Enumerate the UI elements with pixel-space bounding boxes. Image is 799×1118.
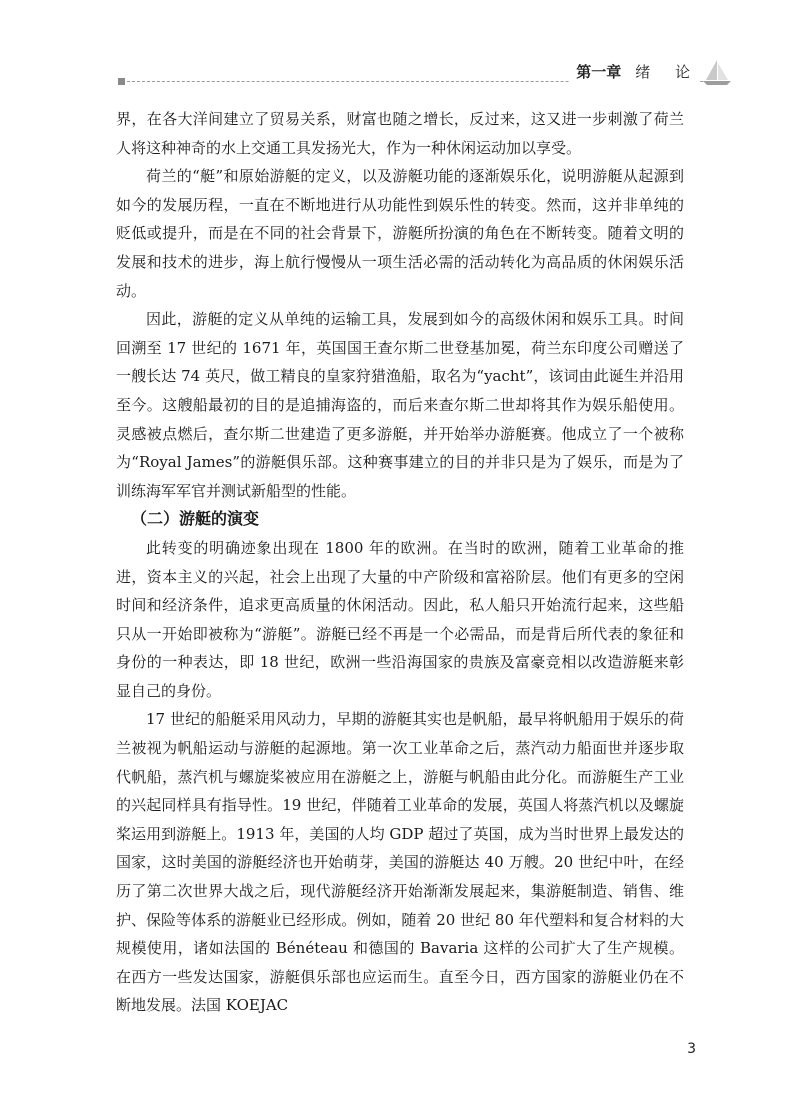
section-heading: （二）游艇的演变: [131, 509, 260, 529]
paragraph: 界，在各大洋间建立了贸易关系，财富也随之增长，反过来，这又进一步刺激了荷兰人将这种神奇的水上交通工具发扬光大，作为一种休闲运动加以享受。: [116, 110, 684, 157]
header-marker: [118, 78, 125, 85]
header-title: [570, 61, 700, 82]
sailboat-icon: [702, 58, 732, 86]
page-number: 3: [687, 1041, 696, 1057]
paragraph: 此转变的明确迹象出现在 1800 年的欧洲。在当时的欧洲，随着工业革命的推进，资本主义的兴起，社会上出现了大量的中产阶级和富裕阶层。他们有更多的空闲时间和经济条件，追求更高质量的休闲活动。因此，私人船只开始流行起来，这些船只从一开始即被称为“游艇”。游艇已经不再是一个必需品，而是背后所代表的象征和身份的一种表达，即 18 世纪，欧洲一些沿海国家的贵族及富豪竞相以改造游艇来彰显自己的身份。: [116, 538, 684, 700]
paragraph: 17 世纪的船艇采用风动力，早期的游艇其实也是帆船，最早将帆船用于娱乐的荷兰被视为帆船运动与游艇的起源地。第一次工业革命之后，蒸汽动力船面世并逐步取代帆船，蒸汽机与螺旋桨被应用在游艇之上，游艇与帆船由此分化。而游艇生产工业的兴起同样具有指导性。19 世纪，伴随着工业革命的发展，英国人将蒸汽机以及螺旋桨运用到游艇上。1913 年，美国的人均 GDP 超过了英国，成为当时世界上最发达的国家，这时美国的游艇经济也开始萌芽，美国的游艇达 40 万艘。20 世纪中叶，在经历了第二次世界大战之后，现代游艇经济开始渐渐发展起来，集游艇制造、销售、维护、保险等体系的游艇业已经形成。例如，随着 20 世纪 80 年代塑料和复合材料的大规模使用，诸如法国的 Bénéteau 和德国的 Bavaria 这样的公司扩大了生产规模。在西方一些发达国家，游艇俱乐部也应运而生。直至今日，西方国家的游艇业仍在不断地发展。法国 KOEJAC: [116, 710, 684, 1015]
header-chapter: 第一章: [576, 63, 622, 81]
page-body: [116, 105, 684, 1020]
running-header: [118, 58, 728, 86]
paragraph: 荷兰的“艇”和原始游艇的定义，以及游艇功能的逐渐娱乐化，说明游艇从起源到如今的发展历程，一直在不断地进行从功能性到娱乐性的转变。然而，这并非单纯的贬低或提升，而是在不同的社会背景下，游艇所扮演的角色在不断转变。随着文明的发展和技术的进步，海上航行慢慢从一项生活必需的活动转化为高品质的休闲娱乐活动。: [116, 167, 684, 300]
paragraph: 因此，游艇的定义从单纯的运输工具，发展到如今的高级休闲和娱乐工具。时间回溯至 17 世纪的 1671 年，英国国王查尔斯二世登基加冕，荷兰东印度公司赠送了一艘长达 74 英尺，做工精良的皇家狩猎渔船，取名为“yacht”，该词由此诞生并沿用至今。这艘船最初的目的是追捕海盗的，而后来查尔斯二世却将其作为娱乐船使用。灵感被点燃后，查尔斯二世建造了更多游艇，并开始举办游艇赛。他成立了一个被称为“Royal James”的游艇俱乐部。这种赛事建立的目的并非只是为了娱乐，而是为了训练海军军官并测试新船型的性能。: [116, 310, 684, 500]
header-chapter-title: 绪 论: [635, 63, 700, 81]
